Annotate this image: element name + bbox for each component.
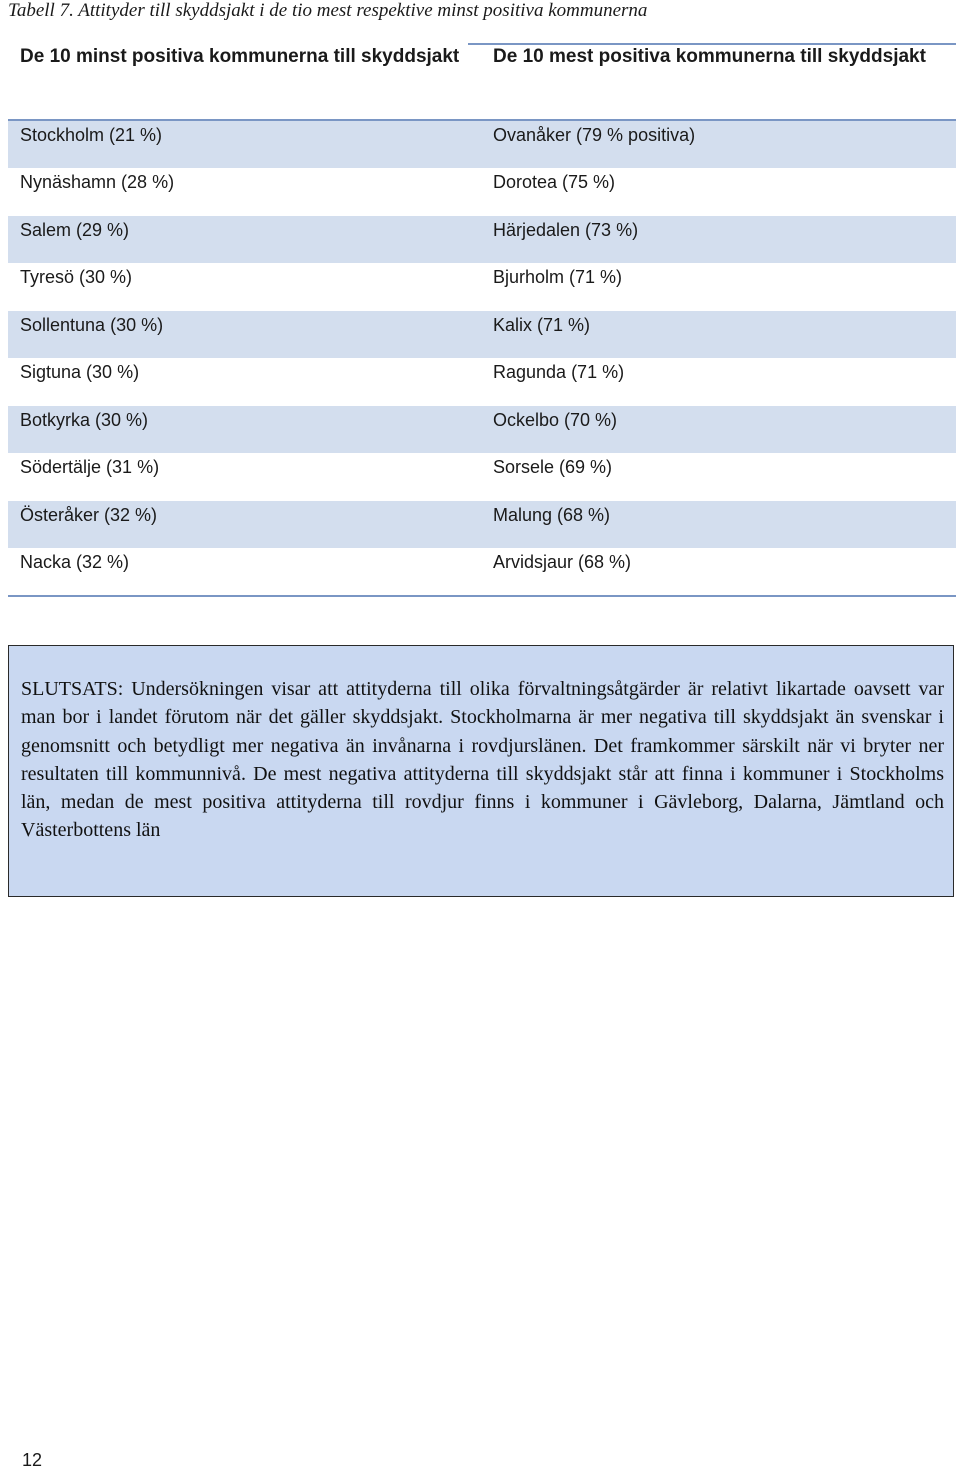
caption-label: Tabell 7. bbox=[8, 0, 74, 21]
cell-most-positive: Ovanåker (79 % positiva) bbox=[493, 125, 696, 145]
conclusion-text: SLUTSATS: Undersökningen visar att attityderna till olika förvaltningsåtgärder är relativt likartade oavsett var man bor i landet förutom när det gäller skyddsjakt. Stockholmarna är mer negativa till skyddsjakt än svenskar i genomsnitt och betydligt mer negativa än invånarna i rovdjurslänen. Det framkommer särskilt när vi bryter ner resultaten till kommunnivå. De mest negativa attityderna till skyddsjakt står att finna i kommuner i Stockholms län, medan de mest positiva attityderna till rovdjur finns i kommuner i Gävleborg, Dalarna, Jämtland och Västerbottens län bbox=[21, 678, 944, 842]
cell-least-positive: Tyresö (30 %) bbox=[20, 267, 133, 287]
table-row bbox=[8, 501, 956, 548]
table-row bbox=[8, 406, 956, 453]
table-row bbox=[8, 121, 956, 168]
cell-least-positive: Nacka (32 %) bbox=[20, 552, 130, 572]
table-row bbox=[8, 263, 956, 310]
cell-most-positive: Sorsele (69 %) bbox=[493, 457, 613, 477]
cell-most-positive: Härjedalen (73 %) bbox=[493, 220, 639, 240]
caption-text: Attityder till skyddsjakt i de tio mest respektive minst positiva kommunerna bbox=[73, 0, 648, 21]
table-row bbox=[8, 453, 956, 500]
cell-least-positive: Stockholm (21 %) bbox=[20, 125, 163, 145]
table-row bbox=[8, 168, 956, 215]
cell-least-positive: Botkyrka (30 %) bbox=[20, 410, 149, 430]
cell-least-positive: Sollentuna (30 %) bbox=[20, 315, 164, 335]
page-number: 12 bbox=[22, 1450, 43, 1470]
cell-most-positive: Ockelbo (70 %) bbox=[493, 410, 618, 430]
table-header-row bbox=[8, 45, 956, 120]
table-row bbox=[8, 548, 956, 595]
header-most-positive: De 10 mest positiva kommunerna till skyddsjakt bbox=[493, 46, 926, 67]
cell-most-positive: Arvidsjaur (68 %) bbox=[493, 552, 632, 572]
cell-most-positive: Bjurholm (71 %) bbox=[493, 267, 623, 287]
cell-least-positive: Salem (29 %) bbox=[20, 220, 130, 240]
cell-least-positive: Södertälje (31 %) bbox=[20, 457, 160, 477]
cell-least-positive: Sigtuna (30 %) bbox=[20, 362, 140, 382]
table-row bbox=[8, 311, 956, 358]
conclusion-box bbox=[8, 645, 954, 897]
cell-least-positive: Österåker (32 %) bbox=[20, 505, 158, 525]
table-bottom-rule bbox=[8, 595, 956, 597]
table-caption bbox=[8, 0, 647, 22]
cell-most-positive: Dorotea (75 %) bbox=[493, 172, 616, 192]
cell-most-positive: Malung (68 %) bbox=[493, 505, 611, 525]
cell-most-positive: Kalix (71 %) bbox=[493, 315, 591, 335]
cell-most-positive: Ragunda (71 %) bbox=[493, 362, 625, 382]
cell-least-positive: Nynäshamn (28 %) bbox=[20, 172, 175, 192]
header-least-positive: De 10 minst positiva kommunerna till skyddsjakt bbox=[20, 46, 460, 67]
table-row bbox=[8, 358, 956, 405]
table-row bbox=[8, 216, 956, 263]
